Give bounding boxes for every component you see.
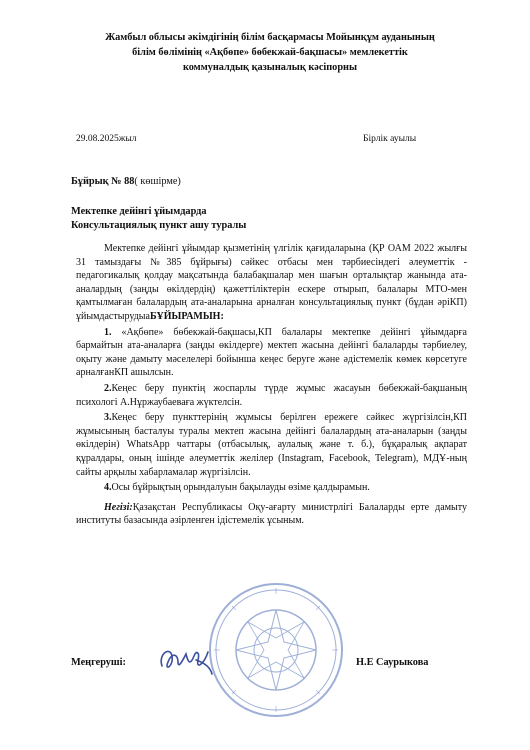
item-text: «Ақбөпе» бөбекжай-бақшасы,КП балалары мектепке дейінгі ұйымдарға бармайтын ата-аналарға (заңды өкілдерге) мектеп жасына дейінгі балаларды тәрбиелеу, оқыту және дамыту мәселелері бойынша кеңес беруге және әдістемелік көмек көрсетуге арналғанКП ашылсын. bbox=[76, 326, 467, 379]
item-number: 2. bbox=[104, 382, 112, 394]
intro-text: Мектепке дейінгі ұйымдар қызметінің үлгілік қағидаларына (ҚР ОАМ 2022 жылғы 31 тамыздағы №385 бұйрығы) сәйкес отбасы мен тәрбиесіндегі әлеуметтік - педагогикалық қолдау мақсатында балабақшалар мен шағын орталықтар жанында ата-аналардың (заңды өкілдердің) қажеттіліктерін ескере отырып, балалары МТО-мен қамтылмаған балалардың ата-аналарына арналған консультациялық пункт (бұдан әріКП) ұйымдастырудыа bbox=[76, 243, 467, 322]
official-seal-icon bbox=[206, 580, 346, 720]
handwritten-signature-icon bbox=[156, 640, 216, 680]
subject-line-1: Мектепке дейінгі ұйымдарда bbox=[71, 206, 207, 217]
order-item-4 bbox=[76, 481, 467, 495]
item-number: 4. bbox=[104, 482, 112, 494]
basis-paragraph bbox=[76, 501, 467, 528]
order-item-3 bbox=[76, 411, 467, 479]
item-text: Кеңес беру пункттерінің жұмысы берілген ережеге сәйкес жүргізілсін,КП жұмысының басталуы туралы мектеп жасына дейінгі балалардың ата-аналарын (заңды өкілдерін) WhatsApp чаттары (отбасылық, аулалық және т. б.), бұқаралық ақпарат құралдары, оның ішінде әлеуметтік желілер (Instagram, Facebook, Telegram), МДҰ-ның сайты арқылы хабарламалар жүргізілсін. bbox=[76, 412, 467, 478]
order-number bbox=[71, 176, 181, 187]
order-location: Бірлік ауылы bbox=[363, 134, 417, 144]
decree-word: БҰЙЫРАМЫН: bbox=[149, 310, 224, 322]
basis-text: Қазақстан Республикасы Оқу-ағарту министрлігі Балаларды ерте дамыту институты базасында әзірленген ідістемелік ұсыным. bbox=[76, 501, 467, 527]
order-body bbox=[76, 242, 467, 528]
intro-paragraph bbox=[76, 242, 467, 324]
header-line-3: коммуналдық қазыналық кәсіпорны bbox=[182, 62, 358, 73]
signer-title: Меңгеруші: bbox=[71, 657, 126, 668]
signer-name: Н.Е Саурыкова bbox=[356, 657, 429, 668]
header-line-2: білім бөлімінің «Ақбөпе» бөбекжай-бақшасы» мемлекеттік bbox=[132, 47, 408, 58]
organization-header bbox=[60, 30, 480, 75]
header-line-1: Жамбыл облысы әкімдігінің білім басқармасы Мойынқұм ауданының bbox=[105, 32, 435, 43]
basis-label: Негізі: bbox=[104, 501, 133, 513]
subject-line-2: Консультациялық пункт ашу туралы bbox=[71, 220, 247, 231]
item-text: Осы бұйрықтың орындалуын бақылауды өзіме қалдырамын. bbox=[111, 482, 370, 494]
copy-note: ( көшірме) bbox=[134, 176, 181, 187]
order-number-label: Бұйрық № 88 bbox=[71, 176, 135, 187]
item-number: 1. bbox=[104, 326, 112, 338]
order-item-2 bbox=[76, 382, 467, 409]
item-number: 3. bbox=[104, 412, 112, 424]
order-subject bbox=[71, 205, 371, 233]
item-text: Кеңес беру пунктің жоспарлы түрде жұмыс жасауын бөбекжай-бақшаның психологі А.Нұржаубаеваға жүктелсін. bbox=[76, 382, 467, 408]
order-date: 29.08.2025жыл bbox=[76, 134, 137, 144]
order-item-1 bbox=[76, 326, 467, 380]
